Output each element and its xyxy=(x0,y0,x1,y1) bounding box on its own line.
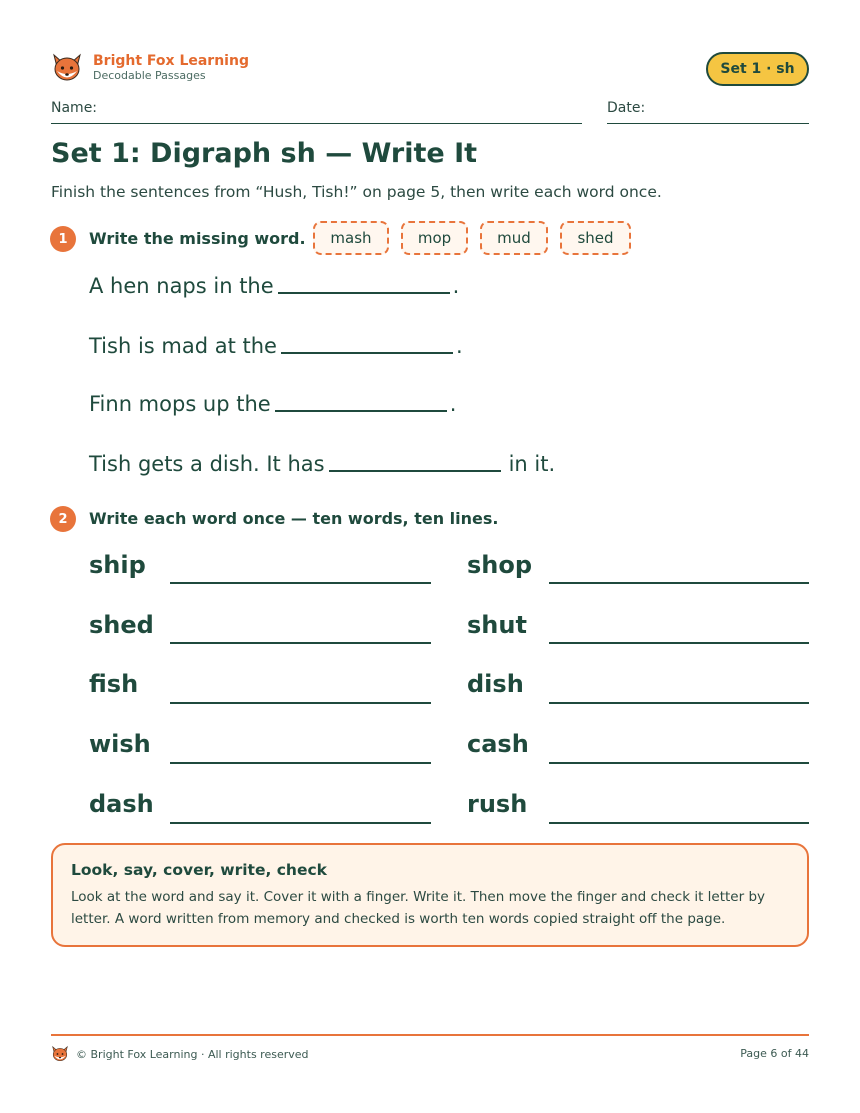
name-field[interactable] xyxy=(51,100,582,124)
writing-line[interactable] xyxy=(549,822,809,824)
tip-body: Look at the word and say it. Cover it with a finger. Write it. Then move the finger and check it letter by letter. A word written from memory and checked is worth ten words copied straight off the page. xyxy=(71,889,765,927)
practice-word: cash xyxy=(467,730,529,758)
practice-word: fish xyxy=(89,670,139,698)
practice-word: shop xyxy=(467,551,533,579)
sentence-3 xyxy=(89,392,456,416)
fox-icon xyxy=(51,1045,69,1063)
sentence-4 xyxy=(89,452,555,476)
copyright-text: © Bright Fox Learning · All rights reserved xyxy=(76,1047,309,1061)
section-2-label: Write each word once — ten words, ten lines. xyxy=(89,509,499,528)
sentence-text: Finn mops up the xyxy=(89,392,271,416)
practice-word: wish xyxy=(89,730,151,758)
writing-line[interactable] xyxy=(549,762,809,764)
sentence-end: in it. xyxy=(508,452,556,476)
sentence-end: . xyxy=(452,274,460,298)
practice-word: shut xyxy=(467,611,527,639)
date-field[interactable] xyxy=(607,100,809,124)
name-label: Name: xyxy=(51,100,98,116)
sentence-1 xyxy=(89,274,459,298)
writing-line[interactable] xyxy=(549,702,809,704)
writing-line[interactable] xyxy=(170,642,431,644)
word-bank-chip: mash xyxy=(313,221,389,255)
practice-word: ship xyxy=(89,551,146,579)
sentence-end: . xyxy=(455,334,463,358)
sentence-2 xyxy=(89,334,463,358)
brand-name: Bright Fox Learning xyxy=(93,53,249,70)
writing-line[interactable] xyxy=(170,822,431,824)
answer-blank[interactable] xyxy=(275,392,447,412)
page-number: Page 6 of 44 xyxy=(740,1047,809,1060)
brand xyxy=(51,52,249,84)
section-2-number: 2 xyxy=(50,506,76,532)
footer-copyright xyxy=(51,1045,309,1063)
sentence-text: Tish is mad at the xyxy=(89,334,277,358)
fox-icon xyxy=(51,52,83,84)
set-badge: Set 1 · sh xyxy=(706,52,809,86)
section-1-number: 1 xyxy=(50,226,76,252)
writing-line[interactable] xyxy=(549,582,809,584)
tip-title: Look, say, cover, write, check xyxy=(71,861,327,879)
page-subtitle: Finish the sentences from “Hush, Tish!” on page 5, then write each word once. xyxy=(51,183,662,201)
word-bank-chip: shed xyxy=(560,221,631,255)
writing-line[interactable] xyxy=(170,702,431,704)
sentence-text: Tish gets a dish. It has xyxy=(89,452,325,476)
section-1-label: Write the missing word. xyxy=(89,229,306,248)
answer-blank[interactable] xyxy=(281,334,453,354)
word-bank-chip: mud xyxy=(480,221,548,255)
page-header xyxy=(51,52,809,88)
sentence-text: A hen naps in the xyxy=(89,274,274,298)
word-bank-chip: mop xyxy=(401,221,468,255)
writing-line[interactable] xyxy=(170,582,431,584)
tip-box xyxy=(51,843,809,947)
practice-word: dish xyxy=(467,670,524,698)
answer-blank[interactable] xyxy=(278,274,450,294)
practice-word: shed xyxy=(89,611,154,639)
sentence-end: . xyxy=(449,392,457,416)
writing-line[interactable] xyxy=(549,642,809,644)
name-date-row xyxy=(51,100,809,126)
practice-word: dash xyxy=(89,790,154,818)
answer-blank[interactable] xyxy=(329,452,501,472)
writing-line[interactable] xyxy=(170,762,431,764)
brand-subtitle: Decodable Passages xyxy=(93,68,206,82)
footer-divider xyxy=(51,1034,809,1036)
page-title: Set 1: Digraph sh — Write It xyxy=(51,138,478,169)
date-label: Date: xyxy=(607,100,646,116)
practice-word: rush xyxy=(467,790,528,818)
